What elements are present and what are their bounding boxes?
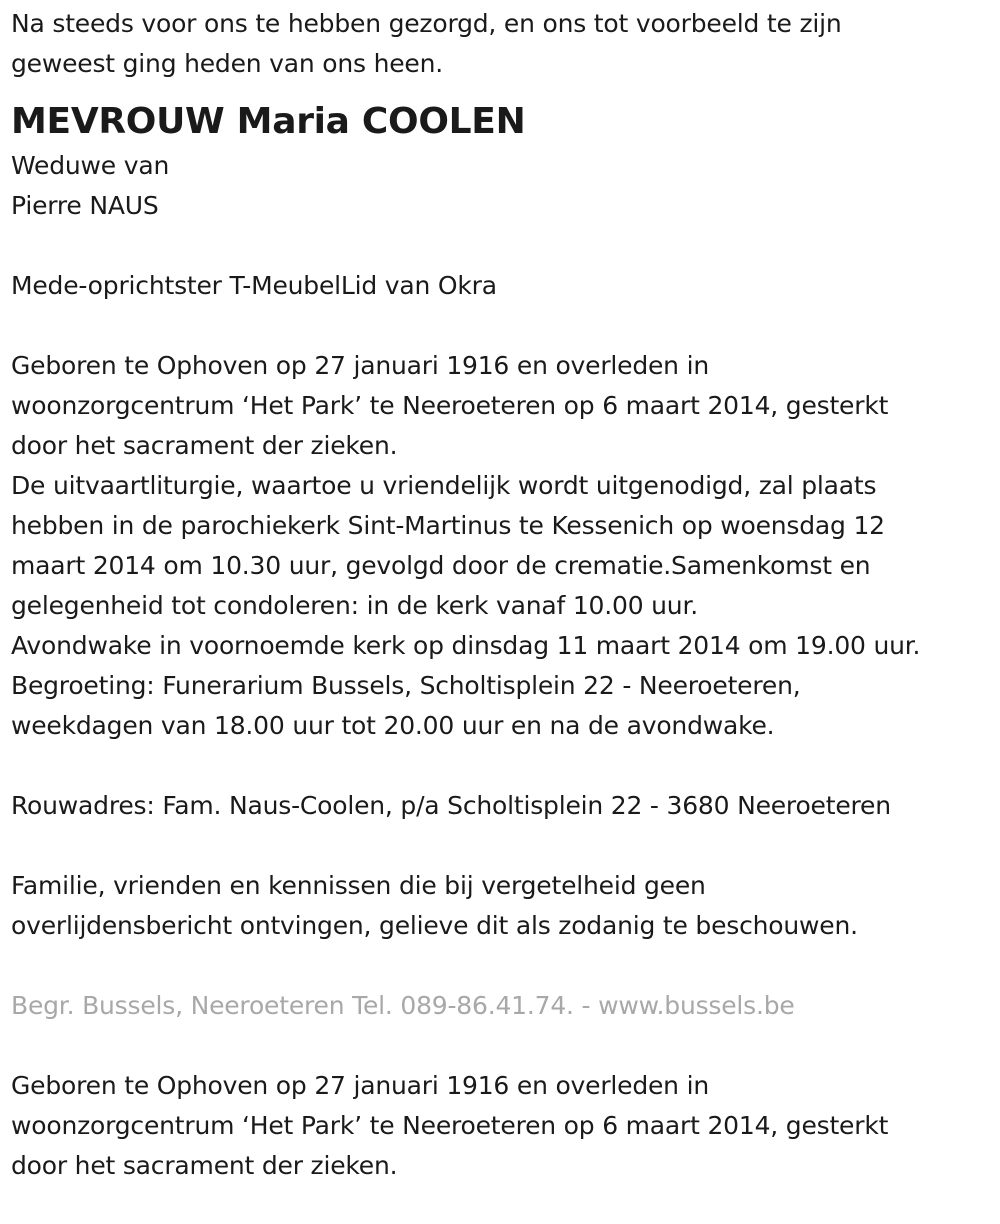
- details-line: woonzorgcentrum ‘Het Park’ te Neeroeteren op 6 maart 2014, gesterkt: [11, 391, 889, 420]
- widow-line: Pierre NAUS: [11, 191, 159, 220]
- intro-paragraph: [11, 4, 991, 84]
- membership-line: Mede-oprichtster T-MeubelLid van Okra: [11, 271, 497, 300]
- repeat-line: Geboren te Ophoven op 27 januari 1916 en overleden in: [11, 1071, 709, 1100]
- spacer: [11, 306, 991, 346]
- repeat-paragraph: [11, 1066, 991, 1186]
- spacer: [11, 826, 991, 866]
- deceased-name: MEVROUW Maria COOLEN: [11, 101, 526, 142]
- notice-line: Familie, vrienden en kennissen die bij vergetelheid geen: [11, 871, 706, 900]
- spacer: [11, 746, 991, 786]
- widow-line: Weduwe van: [11, 151, 170, 180]
- mourning-address: Rouwadres: Fam. Naus-Coolen, p/a Scholtisplein 22 - 3680 Neeroeteren: [11, 791, 891, 820]
- widow-block: [11, 146, 991, 226]
- details-line: De uitvaartliturgie, waartoe u vriendelijk wordt uitgenodigd, zal plaats: [11, 471, 877, 500]
- notice-paragraph: [11, 866, 991, 946]
- repeat-line: woonzorgcentrum ‘Het Park’ te Neeroeteren op 6 maart 2014, gesterkt: [11, 1111, 889, 1140]
- details-line: Begroeting: Funerarium Bussels, Scholtisplein 22 - Neeroeteren,: [11, 671, 801, 700]
- details-line: gelegenheid tot condoleren: in de kerk vanaf 10.00 uur.: [11, 591, 698, 620]
- details-line: hebben in de parochiekerk Sint-Martinus te Kessenich op woensdag 12: [11, 511, 885, 540]
- details-line: maart 2014 om 10.30 uur, gevolgd door de crematie.Samenkomst en: [11, 551, 871, 580]
- details-line: Avondwake in voornoemde kerk op dinsdag 11 maart 2014 om 19.00 uur.: [11, 631, 921, 660]
- details-line: door het sacrament der zieken.: [11, 431, 398, 460]
- details-line: Geboren te Ophoven op 27 januari 1916 en overleden in: [11, 351, 709, 380]
- spacer: [11, 226, 991, 266]
- obituary-document: [11, 4, 991, 1186]
- notice-line: overlijdensbericht ontvingen, gelieve dit als zodanig te beschouwen.: [11, 911, 858, 940]
- funeral-home-footer: Begr. Bussels, Neeroeteren Tel. 089-86.41.74. - www.bussels.be: [11, 991, 795, 1020]
- repeat-line: door het sacrament der zieken.: [11, 1151, 398, 1180]
- details-line: weekdagen van 18.00 uur tot 20.00 uur en na de avondwake.: [11, 711, 775, 740]
- spacer: [11, 1026, 991, 1066]
- spacer: [11, 946, 991, 986]
- intro-line: Na steeds voor ons te hebben gezorgd, en ons tot voorbeeld te zijn: [11, 9, 842, 38]
- intro-line: geweest ging heden van ons heen.: [11, 49, 443, 78]
- details-paragraph: [11, 346, 991, 746]
